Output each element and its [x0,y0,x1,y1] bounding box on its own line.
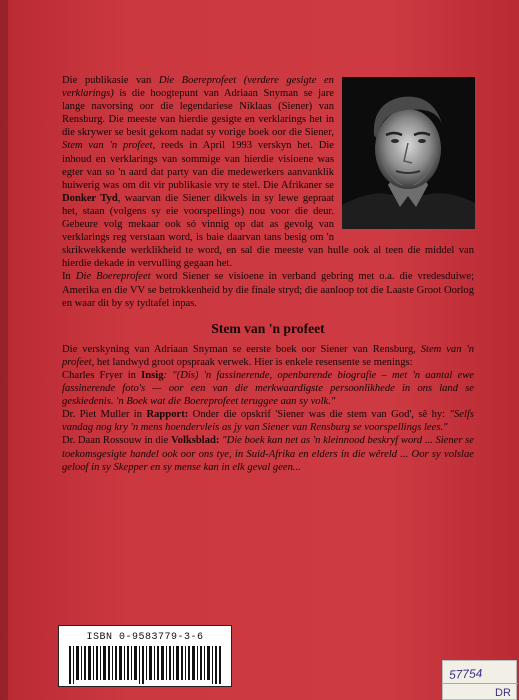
para2-text-1: In [62,271,76,283]
third-paragraph [62,343,474,369]
reviewer-name: Charles Fryer in [62,369,142,381]
review-fryer [62,369,474,408]
author-portrait-image [342,77,475,229]
review-quote: "Selfs vandag nog kry 'n mens hoendervleis as jy van Siener van Rensburg se voorspellings lees." [62,409,474,434]
intro-paragraph [62,74,474,270]
para3-text-1: Die verskyning van Adriaan Snyman se eerste boek oor Siener van Rensburg, [62,343,421,355]
prev-book-title-italic: Stem van 'n profeet [62,140,153,152]
reviewer-name: Dr. Piet Muller in [62,409,147,421]
reviewer-name: Dr. Daan Rossouw in die [62,435,171,447]
review-source: Volksblad: [170,435,220,447]
library-sticker [442,660,517,700]
review-quote: : "(Dis) 'n fassinerende, openbarende biografie – met 'n aantal ewe fassinerende foto's — oor een van die merkwaardigste persoonlikhede in ons land se geskiedenis. 'n Boek wat die Boereprofeet teruggee aan sy volk." [62,369,474,408]
review-source: Rapport: [146,409,189,421]
para3-title-italic: Stem van 'n profeet [62,343,475,368]
sticker-code: DR [495,687,511,699]
sticker-number: 57754 [448,666,483,682]
intro-text-3: , reeds in April 1993 verskyn het. Die inhoud en verklarings van sommige van hierdie visioene was egter van so 'n aard dat party van die medewerkers aanvanklik huiwerig was om dit vir publikasie vry te stel. Die Afrikaner se [62,140,335,191]
intro-text-1: Die publikasie van [62,75,159,86]
book-title-italic: Die Boereprofeet (verdere gesigte en verklarings) [62,75,334,100]
para2-text-2: word Siener se visioene in verband gebring met o.a. die vredesduiwe; Amerika en die VV se betrokkenheid by die finale stryd; die aanloop tot die Laaste Groot Oorlog en waar dit by sy tydtafel inpas. [62,271,475,309]
barcode-icon [69,646,221,684]
intro-text-4: , waarvan die Siener dikwels in sy lewe gepraat het, staan (volgens sy eie voorspellings) nou voor die deur. Gebeure volg mekaar ook só vinnig op dat as gevolg van verklarings reg verstaan word, is baie daarvan tans besig om 'n skrikwekkende werklikheid te word, en sal die meeste van hulle ook al teen die middel van hierdie dekade in vervulling gegaan het. [62,192,474,270]
review-muller [62,408,474,434]
para3-text-2: , het landwyd groot opspraak verwek. Hier is enkele resensente se menings: [91,356,413,368]
review-source: Insig [141,369,164,381]
blurb-text [62,74,474,474]
isbn-barcode [58,625,232,687]
section-heading: Stem van 'n profeet [211,320,325,336]
author-photo [342,77,475,229]
review-rossouw [62,434,474,473]
sticker-divider [443,683,518,684]
donker-tyd-bold: Donker Tyd [62,192,118,204]
spine-shadow [0,0,8,700]
review-quote: "Die boek kan net as 'n kleinnood beskryf word ... Siener se toekomsgesigte handel ook oor ons tye, in Suid-Afrika en elders in die wêreld ... Oor sy volslae geloof in sy Skepper en sy mense kan in elk geval geen... [62,435,474,473]
para2-title-italic: Die Boereprofeet [75,271,151,283]
isbn-number: ISBN 0-9583779-3-6 [86,632,204,643]
intro-text-2: is die hoogtepunt van Adriaan Snyman se jare lange navorsing oor die legendariese Niklaas (Siener) van Rensburg. Die meeste van hierdie gesigte en verklarings het in die skrywer se besit gekom nadat sy vorige boek oor die Siener, [62,88,334,139]
second-paragraph [62,270,474,309]
review-intro: Onder die opskrif 'Siener was die stem van God', sê hy: [188,409,450,421]
